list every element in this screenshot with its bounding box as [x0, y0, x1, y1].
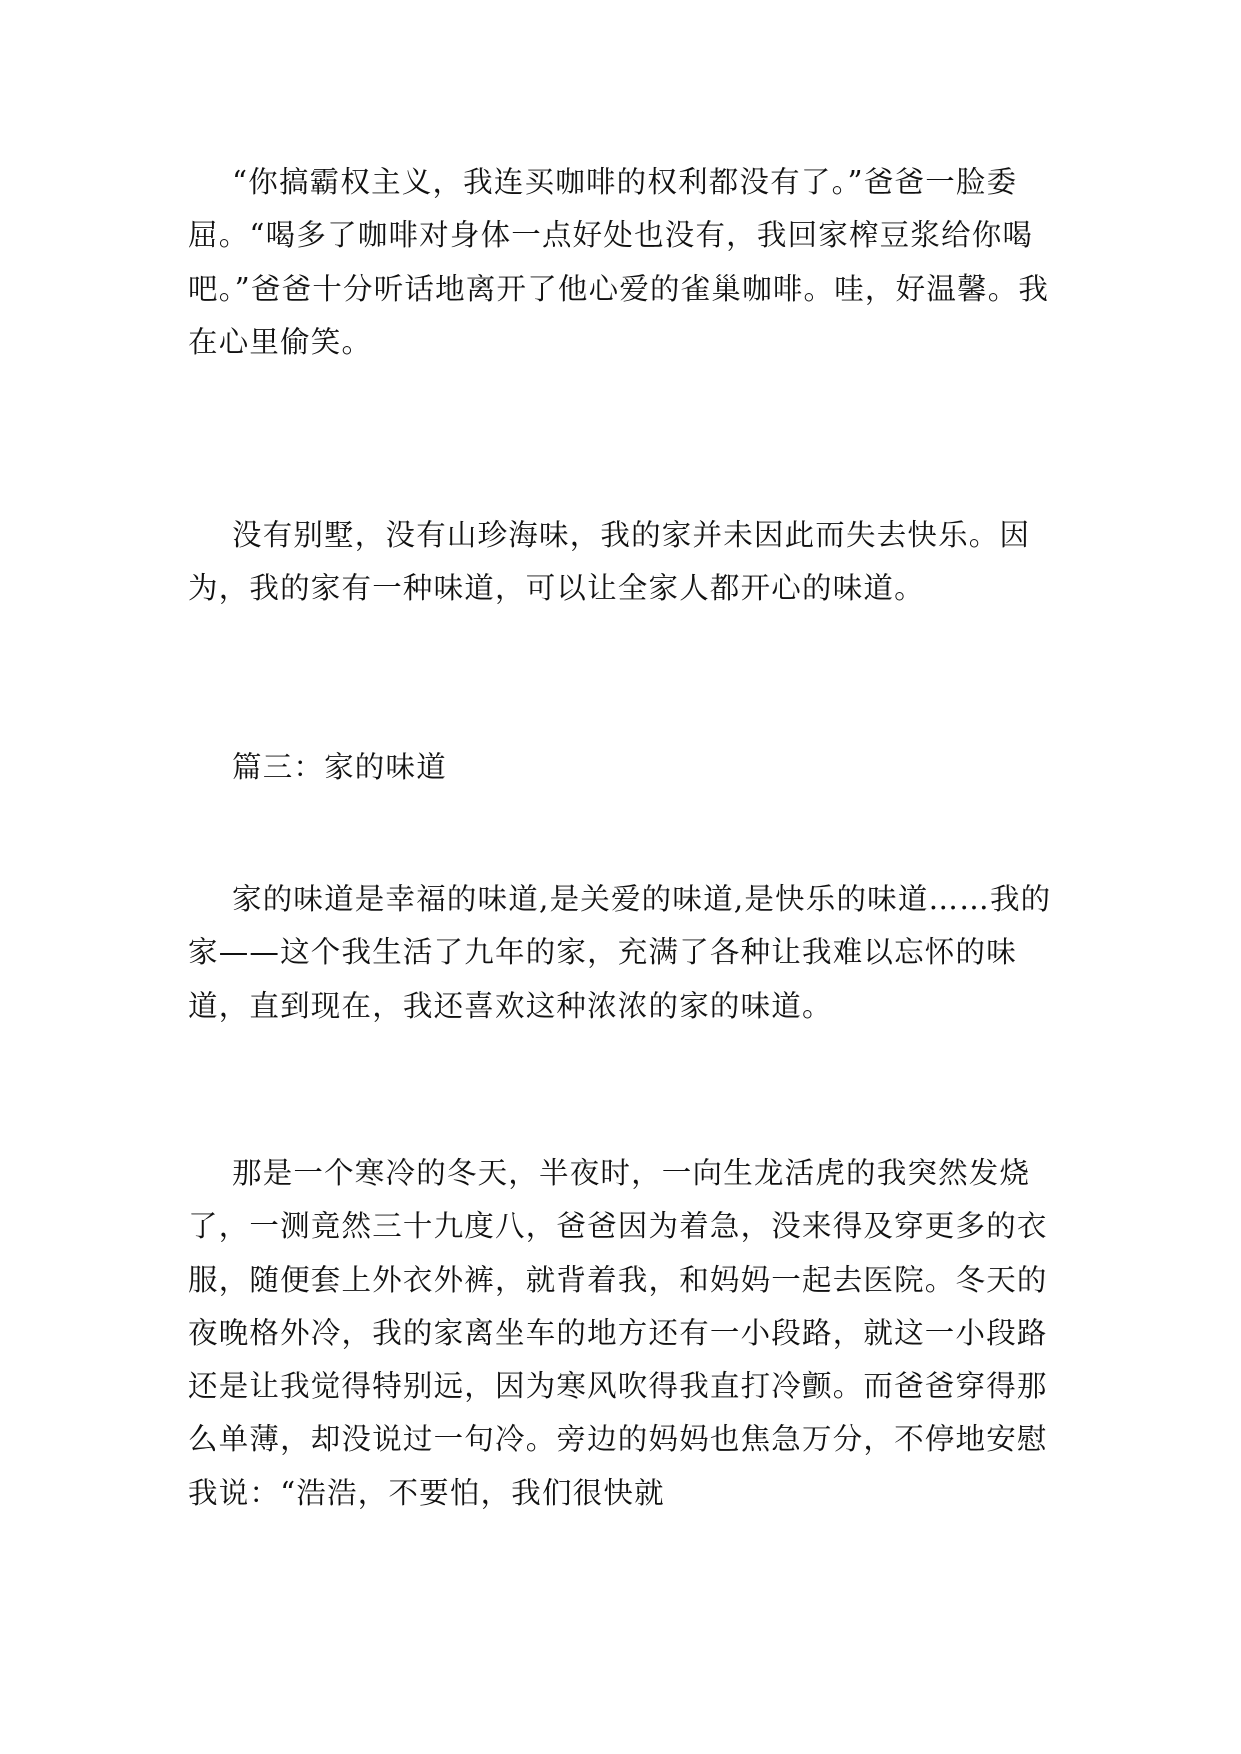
paragraph-winter-night: 那是一个寒冷的冬天，半夜时，一向生龙活虎的我突然发烧了，一测竟然三十九度八，爸爸因为着急，没来得及穿更多的衣服，随便套上外衣外裤，就背着我，和妈妈一起去医院。冬天的夜晚格外冷，我的家离坐车的地方还有一小段路，就这一小段路还是让我觉得特别远，因为寒风吹得我直打冷颤。而爸爸穿得那么单薄，却没说过一句冷。旁边的妈妈也焦急万分，不停地安慰我说：“浩浩，不要怕，我们很快就 — [188, 1156, 1048, 1510]
section-heading: 篇三：家的味道 — [232, 750, 447, 784]
paragraph-family-happiness: 没有别墅，没有山珍海味，我的家并未因此而失去快乐。因为，我的家有一种味道，可以让全家人都开心的味道。 — [188, 518, 1031, 606]
paragraph-intro: 家的味道是幸福的味道,是关爱的味道,是快乐的味道……我的家——这个我生活了九年的家，充满了各种让我难以忘怀的味道，直到现在，我还喜欢这种浓浓的家的味道。 — [188, 882, 1052, 1023]
paragraph-dialogue: “你搞霸权主义，我连买咖啡的权利都没有了。”爸爸一脸委屈。“喝多了咖啡对身体一点好处也没有，我回家榨豆浆给你喝吧。”爸爸十分听话地离开了他心爱的雀巢咖啡。哇，好温馨。我在心里偷笑。 — [188, 165, 1050, 359]
